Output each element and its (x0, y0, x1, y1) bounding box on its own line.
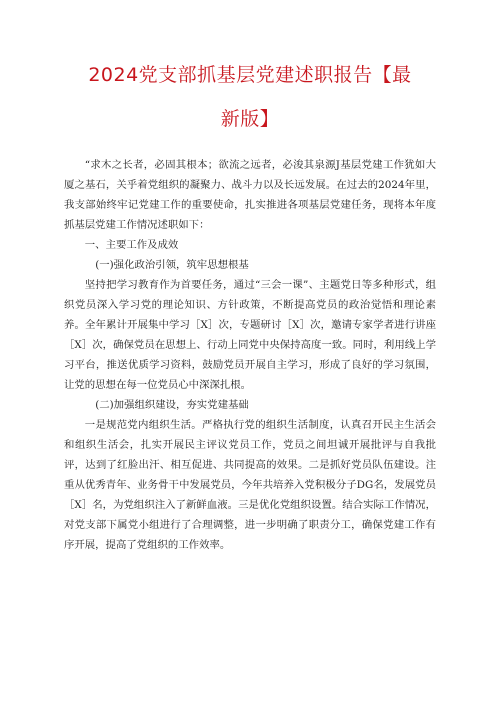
section-heading-main-work: 一、主要工作及成效 (84, 239, 179, 251)
document-title-line-1: 2024党支部抓基层党建述职报告【最 (88, 64, 412, 86)
subsection-heading-political: (一)强化政治引领，筑牢思想根基 (95, 259, 249, 271)
subsection-heading-organization: (二)加强组织建设，夯实党建基础 (95, 399, 249, 411)
document-body (64, 155, 436, 555)
intro-paragraph: “求木之长者，必固其根本；欲流之远者，必浚其泉源J基层党建工作犹如大厦之基石，关乎着党组织的凝聚力、战斗力以及长远发展。在过去的2024年里，我支部始终牢记党建工作的重要使命，扎实推进各项基层党建任务，现将本年度抓基层党建工作情况述职如下： (64, 159, 436, 231)
subsection-body-political: 坚持把学习教育作为首要任务，通过“三会一课”、主题党日等多种形式，组织党员深入学习党的理论知识、方针政策，不断提高党员的政治觉悟和理论素养。全年累计开展集中学习［X］次，专题研讨［X］次，邀请专家学者进行讲座［X］次，确保党员在思想上、行动上同党中央保持高度一致。同时，利用线上学习平台，推送优质学习资料，鼓励党员开展自主学习，形成了良好的学习氛围，让党的思想在每一位党员心中深深扎根。 (64, 279, 436, 391)
document-title-line-2: 新版】 (220, 108, 280, 130)
subsection-body-organization: 一是规范党内组织生活。严格执行党的组织生活制度，认真召开民主生活会和组织生活会，扎实开展民主评议党员工作，党员之间坦诚开展批评与自我批评，达到了红脸出汗、相互促进、共同提高的效果。二是抓好党员队伍建设。注重从优秀青年、业务骨干中发展党员，今年共培养入党积极分子DG名，发展党员［X］名，为党组织注入了新鲜血液。三是优化党组织设置。结合实际工作情况，对党支部下属党小组进行了合理调整，进一步明确了职责分工，确保党建工作有序开展，提高了党组织的工作效率。 (64, 419, 436, 551)
